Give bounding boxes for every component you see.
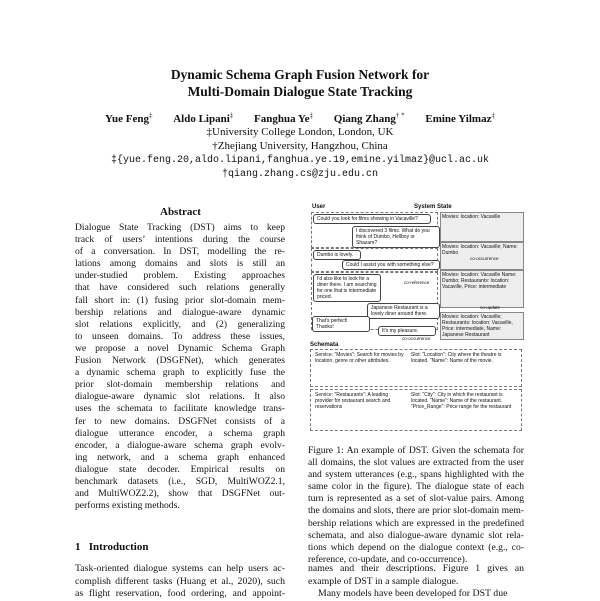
author-list [0,111,600,125]
author: Yue Feng‡ [105,111,153,125]
system-utterance: I discovered 3 films. What do you think of Dumbo, Hellboy or Shazam? [352,226,440,248]
state-header: State [437,204,452,210]
abstract-line: under-studied problem. Existing approaches [75,270,285,282]
intro-body [75,563,285,601]
abstract-line: track of users’ intentions during the course [75,234,285,246]
dialogue-state: Movies: location: Vacaville; Restaurants: location: Vacaville, Price: intermediate, Name: Japanese Restaurant [440,312,524,340]
abstract-line: dialogue utterance encoder, a schema graph [75,427,285,439]
slot-description: Slot: "Location": City where the theatre is located. "Name": Name of the movie. [411,352,502,364]
dialogue-state: Movies: location: Vacaville; Name: Dumbo [440,242,524,270]
system-header: System [414,204,436,210]
abstract-line: a dynamic schema graph to explicitly fuse the [75,367,285,379]
dialogue-state: Movies: location: Vacaville Name: Dumbo; Restaurants: location: Vacaville, Price: intermediate [440,270,524,308]
relation-label: co-occurrence [470,256,499,261]
abstract-line: bership relations and dialogue-aware dynamic [75,306,285,318]
schema-block [310,349,522,387]
abstract-line: ing network, and a schema graph enhanced [75,451,285,463]
dialogue-state: Movies: location: Vacaville [440,212,524,242]
caption-line: Figure 1: An example of DST. Given the schemata for [308,445,524,456]
abstract-line: prior slot-domain membership relations and [75,379,285,391]
section-heading: 1 Introduction [75,541,149,553]
slot-description: Slot: "City": City in which the restaurant is located. "Name": Name of the restaurant. "Price_Range": Price range for the restaurant [411,392,512,410]
system-utterance: It's my pleasure. [378,326,436,336]
abstract-line: lations among domains and slots is still an [75,258,285,270]
email: ‡{yue.feng.20,aldo.lipani,fanghua.ye.19,emine.yilmaz}@ucl.ac.uk [110,155,490,166]
caption-line: schemata, and also dialogue-aware dynamic slot rela- [308,529,524,541]
figure-caption [308,445,524,566]
system-utterance: Could I assist you with something else? [342,260,440,270]
email: †qiang.zhang.cs@zju.edu.cn [221,169,379,180]
user-header: User [312,204,326,210]
abstract-line: slot relations explicitly, and (2) generalizing [75,318,285,330]
system-utterance: Japanese Restaurant is a lovely diner around there. [367,303,440,319]
abstract-line: fall short in: (1) fusing prior slot-domain mem- [75,294,285,306]
caption-line: the domains and slots, there are prior slot-domain mem- [308,505,524,517]
abstract-body [75,222,285,512]
abstract-line: benchmark datasets (i.e., SGD, MultiWOZ2.1, [75,475,285,487]
caption-line: tions which depend on the dialogue context (e.g., co- [308,541,524,553]
dialogue-turn [311,212,438,248]
abstract-line: dialogue-aware dynamic slot relations. It also [75,391,285,403]
intro-line: as flight reservation, food ordering, and appoint- [75,588,285,599]
body-line: Many models have been developed for DST due [318,588,508,599]
relation-label: co-update [480,305,501,310]
relation-label: co-occurrence [402,336,431,341]
relation-label: co-reference [404,280,430,285]
abstract-heading: Abstract [160,206,201,218]
abstract-line: Dialogue State Tracking (DST) aims to keep [75,222,285,233]
abstract-line: uses the schemata to facilitate knowledge trans- [75,403,285,415]
right-column-body [308,563,524,601]
user-utterance: Could you look for films showing in Vacaville? [313,214,431,224]
caption-line: turn is represented as a set of slot-value pairs. Among [308,493,524,505]
title-line-2: Multi-Domain Dialogue State Tracking [187,84,413,99]
abstract-line: to unseen domains. To address these issues, [75,330,285,342]
intro-line: complish different tasks (Huang et al., 2020), such [75,575,285,587]
user-utterance: Dumbo is lovely. [313,250,361,260]
caption-line: reference, co-update, and co-occurrence). [308,553,468,565]
abstract-line: dialogue state decoder. Empirical results on [75,463,285,475]
title-line-1: Dynamic Schema Graph Fusion Network for [170,67,430,82]
author: Emine Yilmaz‡ [425,111,495,125]
author: Fanghua Ye‡ [254,111,314,125]
affiliation: †Zhejiang University, Hangzhou, China [212,140,388,152]
abstract-line: we propose a novel Dynamic Schema Graph [75,342,285,354]
schemata-title: Schemata [310,342,339,348]
body-line: names and their descriptions. Figure 1 gives an [308,563,524,574]
abstract-line: performs existing methods. [75,500,180,512]
user-utterance: I'd also like to look for a diner there. I am searching for one that is intermediate priced. [313,274,381,302]
author: Qiang Zhang† * [333,111,405,125]
figure-1 [310,206,522,432]
abstract-line: of a conversation. In DST, modelling the re- [75,246,285,258]
service-description: Service: "Movies": Search for movies by location, genre or other attributes. [315,352,404,364]
intro-line: Task-oriented dialogue systems can help users ac- [75,563,285,574]
paper-title [0,66,600,100]
caption-line: same color in the figure). The dialogue state of each [308,481,524,493]
body-line: example of DST in a sample dialogue. [308,575,459,587]
author: Aldo Lipani‡ [173,111,234,125]
caption-line: all domains, the slot values are extracted from the user [308,457,524,469]
abstract-line: and MultiWOZ2.2), show that DSGFNet out- [75,488,285,500]
abstract-line: that have considered such relations generally [75,282,285,294]
abstract-line: fer to new domains. DSGFNet consists of a [75,415,285,427]
abstract-line: encoder, a dialogue-aware schema graph evolv- [75,439,285,451]
service-description: Service: "Restaurants": A leading provider for restaurant search and reservations [315,392,391,410]
abstract-line: Fusion Network (DSGFNet), which generates [75,355,285,367]
affiliation: ‡University College London, London, UK [206,126,394,138]
schema-block [310,389,522,431]
user-utterance: That's perfect! Thanks! [312,316,370,332]
caption-line: and system utterances (e.g., spans highlighted with the [308,469,524,481]
dialogue-turn [311,248,438,272]
caption-line: bership relations which are expressed in the predefined [308,517,524,529]
